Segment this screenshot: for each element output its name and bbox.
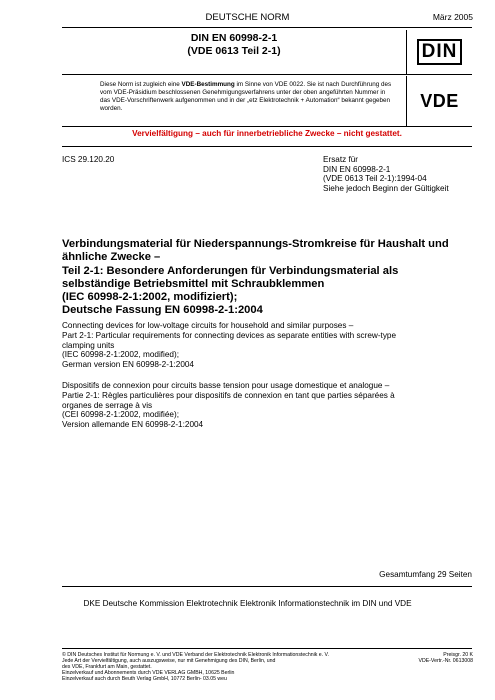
vde-logo: VDE bbox=[406, 76, 472, 126]
vde-note-bold: VDE-Bestimmung bbox=[181, 81, 235, 88]
norm-label: DEUTSCHE NORM bbox=[205, 12, 290, 23]
title-rule bbox=[62, 74, 472, 75]
header-rule bbox=[62, 27, 472, 28]
french-title-line: Partie 2-1: Règles particulières pour dispositifs de connexion en tant que parties séparées à bbox=[62, 390, 395, 400]
total-pages: Gesamtumfang 29 Seiten bbox=[379, 570, 472, 579]
english-title-line: (IEC 60998-2-1:2002, modified); bbox=[62, 350, 179, 360]
english-title-line: Connecting devices for low-voltage circuits for household and similar purposes – bbox=[62, 321, 354, 330]
german-title bbox=[62, 238, 482, 318]
issue-date: März 2005 bbox=[432, 12, 473, 22]
document-number bbox=[62, 30, 406, 74]
german-title-line: Deutsche Fassung EN 60998-2-1:2004 bbox=[62, 304, 263, 317]
page-header bbox=[0, 12, 495, 26]
french-title-line: Version allemande EN 60998-2-1:2004 bbox=[62, 420, 204, 430]
copyright-line: Einzelverkauf und Abonnements durch VDE VERLAG GMBH, 10625 Berlin bbox=[62, 670, 235, 677]
vde-note bbox=[62, 76, 406, 126]
copyright-line: © DIN Deutsches Institut für Normung e. V. und VDE Verband der Elektrotechnik Elektronik Informationstechnik e. V. bbox=[62, 652, 329, 658]
vde-distribution-number: VDE-Vertr.-Nr. 0613008 bbox=[418, 658, 473, 665]
din-logo bbox=[406, 30, 472, 74]
replacement-line: (VDE 0613 Teil 2-1):1994-04 bbox=[323, 174, 427, 184]
english-title-line: Part 2-1: Particular requirements for connecting devices as separate entities with screw-type bbox=[62, 330, 397, 340]
english-title-line: clamping units bbox=[62, 340, 115, 350]
german-title-line: selbständige Betriebsmittel mit Schraubklemmen bbox=[62, 277, 325, 290]
german-title-line: Teil 2-1: Besondere Anforderungen für Verbindungsmaterial als bbox=[62, 264, 399, 277]
ics-code: ICS 29.120.20 bbox=[62, 155, 115, 164]
note-rule bbox=[62, 126, 472, 127]
copy-warning: Vervielfältigung – auch für innerbetriebliche Zwecke – nicht gestattet. bbox=[132, 129, 402, 138]
french-title bbox=[62, 381, 482, 430]
replacement-line: Ersatz für bbox=[323, 155, 359, 164]
vde-note-pre: Diese Norm ist zugleich eine bbox=[100, 81, 182, 88]
footer-rule bbox=[62, 648, 472, 649]
german-title-line: ähnliche Zwecke – bbox=[62, 251, 161, 264]
copyright-line: Jede Art der Vervielfältigung, auch auszugsweise, nur mit Genehmigung des DIN, Berlin, und bbox=[62, 658, 276, 665]
vde-note-post: im Sinne von VDE 0022. Sie ist nach Durchführung des vom VDE-Präsidium beschlossenen Genehmigungsverfahrens unter der oben angeführten Nummer in das VDE-Vorschriftenwerk aufgenommen und in der „etz Elektrotechnik + Automation“ bekannt gegeben worden. bbox=[100, 81, 392, 112]
french-title-line: (CEI 60998-2-1:2002, modifiée); bbox=[62, 410, 179, 420]
english-title-line: German version EN 60998-2-1:2004 bbox=[62, 360, 194, 370]
warning-rule bbox=[62, 146, 472, 147]
replacement-info bbox=[323, 155, 449, 193]
pages-rule bbox=[62, 586, 472, 587]
document-number-din: DIN EN 60998-2-1 bbox=[190, 32, 278, 44]
copyright-line: Einzelverkauf auch durch Beuth Verlag GmbH, 10772 Berlin- 03.05 weu bbox=[62, 676, 227, 683]
copyright-line: des VDE, Frankfurt am Main, gestattet. bbox=[62, 664, 152, 671]
replacement-line: DIN EN 60998-2-1 bbox=[323, 164, 391, 174]
french-title-line: organes de serrage à vis bbox=[62, 400, 153, 410]
dke-commission: DKE Deutsche Kommission Elektrotechnik Elektronik Informationstechnik im DIN und VDE bbox=[83, 599, 412, 608]
replacement-line: Siehe jedoch Beginn der Gültigkeit bbox=[323, 183, 449, 193]
document-number-vde: (VDE 0613 Teil 2-1) bbox=[187, 45, 281, 57]
german-title-line: Verbindungsmaterial für Niederspannungs-Stromkreise für Haushalt und bbox=[62, 238, 449, 250]
french-title-line: Dispositifs de connexion pour circuits basse tension pour usage domestique et analogue – bbox=[62, 381, 390, 390]
din-logo-text: DIN bbox=[417, 39, 463, 65]
copyright-notice bbox=[62, 652, 412, 682]
price-group: Preisgr. 20 K bbox=[443, 652, 473, 658]
german-title-line: (IEC 60998-2-1:2002, modifiziert); bbox=[62, 291, 238, 304]
price-info bbox=[419, 652, 474, 664]
english-title bbox=[62, 321, 482, 370]
